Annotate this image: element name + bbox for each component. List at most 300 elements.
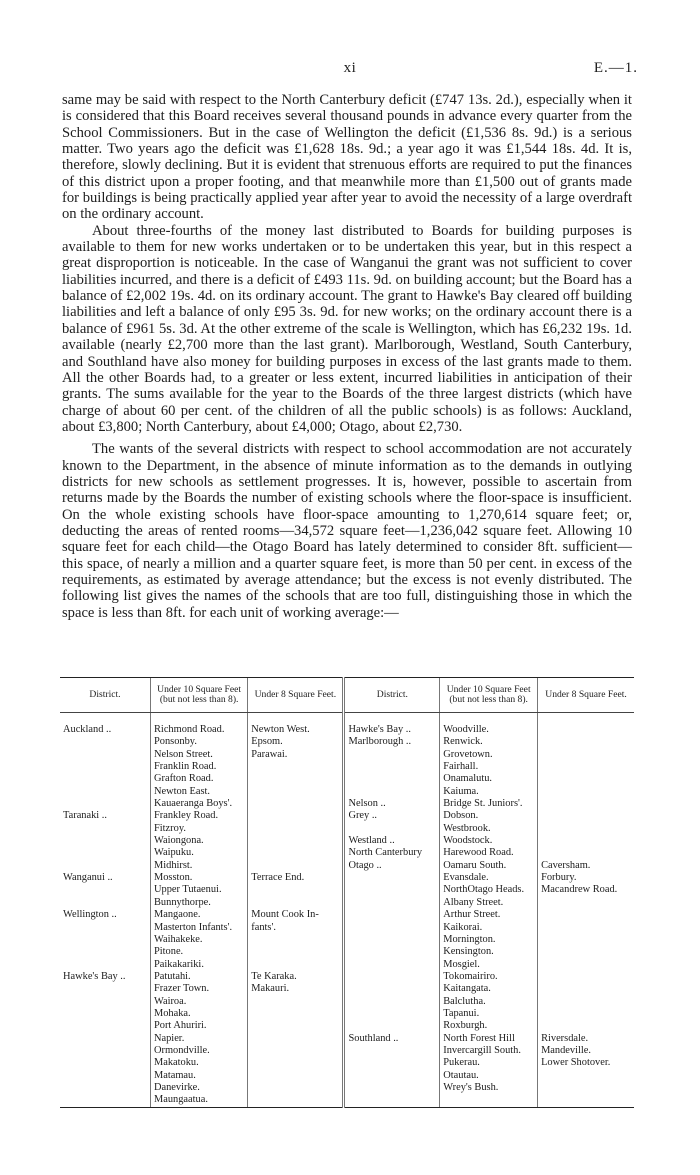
table-row <box>60 1020 634 1032</box>
cell-district <box>344 1057 440 1069</box>
cell-text: Albany Street. <box>443 896 504 908</box>
paragraph-1: same may be said with respect to the North Canterbury deficit (£747 13s. 2d.), especially when it is considered that this Board receives several thousand pounds in advance every quarter from the School Commissioners. But in the case of Wellington the deficit (£1,536 8s. 9d.) is a serious matter. Two years ago the deficit was £1,628 18s. 9d.; a year ago it was £1,544 18s. 4d. It is, therefore, slowly declining. But it is evident that strenuous efforts are required to put the finances of this district upon a proper footing, and that meanwhile more than £1,500 out of grants made for buildings is being practically applied year after year to avoid the necessity of a large overdraft on the ordinary account. <box>62 92 632 223</box>
cell-under-8 <box>538 835 634 847</box>
cell-text: Frankley Road. <box>154 810 219 822</box>
cell-district <box>60 860 151 872</box>
cell-text: Frazer Town. <box>154 983 210 995</box>
cell-under-8 <box>248 847 344 859</box>
cell-under-8 <box>248 983 344 995</box>
document-reference: E.—1. <box>593 60 638 76</box>
cell-under-8 <box>538 1020 634 1032</box>
cell-text: Te Karaka. <box>251 970 297 982</box>
table-row <box>60 884 634 896</box>
cell-under-10 <box>151 1082 248 1094</box>
cell-text: Otautau. <box>443 1069 479 1081</box>
cell-under-10 <box>440 786 538 798</box>
cell-text: Kaikorai. <box>443 921 483 933</box>
cell-text: Riversdale. <box>541 1032 589 1044</box>
cell-under-8 <box>248 749 344 761</box>
cell-text: Bunnythorpe. <box>154 896 211 908</box>
cell-under-10 <box>151 996 248 1008</box>
table-row <box>60 1082 634 1094</box>
cell-district <box>344 1082 440 1094</box>
cell-under-10 <box>151 835 248 847</box>
cell-district <box>60 909 151 921</box>
cell-district <box>60 996 151 1008</box>
cell-district <box>60 971 151 983</box>
cell-text: Waihakeke. <box>154 933 203 945</box>
cell-under-10 <box>440 897 538 909</box>
page-header <box>0 60 700 82</box>
cell-under-10 <box>440 860 538 872</box>
cell-text: Wrey's Bush. <box>443 1081 499 1093</box>
cell-under-8 <box>538 1070 634 1082</box>
cell-under-10 <box>151 959 248 971</box>
cell-under-10 <box>151 823 248 835</box>
cell-under-8 <box>538 860 634 872</box>
cell-under-10 <box>151 946 248 958</box>
cell-district <box>344 1020 440 1032</box>
cell-text: Wellington .. <box>63 909 117 921</box>
cell-text: Grafton Road. <box>154 773 214 785</box>
cell-district <box>60 1020 151 1032</box>
cell-text: Balclutha. <box>443 995 486 1007</box>
column-header-under-8: Under 8 Square Feet. <box>248 678 344 713</box>
cell-under-10 <box>151 749 248 761</box>
cell-district <box>344 1094 440 1107</box>
cell-text: Taranaki .. <box>63 810 107 822</box>
cell-under-10 <box>151 761 248 773</box>
cell-under-8 <box>248 922 344 934</box>
cell-under-10 <box>440 1057 538 1069</box>
cell-under-10 <box>151 884 248 896</box>
paragraph-2: About three-fourths of the money last distributed to Boards for building purposes is available to them for new works undertaken or to be undertaken this year, but in this respect a great disproportion is noticeable. In the case of Wanganui the grant was not sufficient to cover liabilities incurred, and there is a deficit of £493 11s. 9d. on building account; but the Board has a balance of £2,002 19s. 4d. on its ordinary account. The grant to Hawke's Bay cleared off building liabilities and left a balance of only £95 3s. 9d. for new works; on the ordinary account there is a balance of £961 5s. 3d. At the other extreme of the scale is Wellington, which has £6,232 19s. 1d. available (nearly £2,700 more than the last grant). Marlborough, Westland, South Canterbury, and Southland have also money for building purposes in excess of the last grants made to them. All the other Boards had, to a greater or less extent, incurred liabilities in anticipation of their grants. The sums available for the year to the Boards of the three largest districts (which have charge of about 60 per cent. of the children of all the public schools) is as follows: Auckland, about £3,800; North Canterbury, about £4,000; Otago, about £2,730. <box>62 222 632 435</box>
cell-under-10 <box>151 786 248 798</box>
cell-district <box>344 1033 440 1045</box>
cell-under-8 <box>248 959 344 971</box>
cell-under-8 <box>248 1070 344 1082</box>
cell-under-10 <box>151 1070 248 1082</box>
cell-text: Kaitangata. <box>443 983 491 995</box>
table-row <box>60 872 634 884</box>
cell-district <box>60 835 151 847</box>
cell-under-10 <box>440 1008 538 1020</box>
cell-district <box>60 872 151 884</box>
cell-under-8 <box>538 798 634 810</box>
cell-text: Renwick. <box>443 736 483 748</box>
cell-text: Arthur Street. <box>443 909 501 921</box>
cell-district <box>60 1094 151 1107</box>
cell-district <box>60 749 151 761</box>
cell-under-8 <box>538 1045 634 1057</box>
cell-text: Makatoku. <box>154 1057 199 1069</box>
cell-text: Pukerau. <box>443 1057 480 1069</box>
cell-district <box>344 810 440 822</box>
cell-district <box>344 909 440 921</box>
paragraph-3: The wants of the several districts with respect to school accommodation are not accurately known to the Department, in the absence of minute information as to the demands in outlying districts for new schools as settlement progresses. It is, however, possible to ascertain from returns made by the Boards the number of existing schools where the floor-space is insufficient. On the whole existing schools have floor-space amounting to 1,270,614 square feet; or, deducting the areas of rented rooms—34,572 square feet—1,236,042 square feet. Allowing 10 square feet for each child—the Otago Board has lately determined to consider 8ft. sufficient—this space, of nearly a million and a quarter square feet, is more than 50 per cent. in excess of the requirements, as estimated by average attendance; but the excess is not evenly distributed. The following list gives the names of the schools that are too full, distinguishing those in which the space is less than 8ft. for each unit of working average:— <box>62 441 632 621</box>
cell-under-10 <box>440 749 538 761</box>
cell-under-8 <box>538 1082 634 1094</box>
cell-under-8 <box>538 872 634 884</box>
table-row <box>60 786 634 798</box>
cell-text: Auckland .. <box>63 724 112 735</box>
cell-district <box>60 1045 151 1057</box>
page-number: xi <box>343 60 357 76</box>
cell-under-8 <box>248 909 344 921</box>
cell-under-10 <box>440 835 538 847</box>
cell-under-10 <box>440 934 538 946</box>
cell-text: Fitzroy. <box>154 822 186 834</box>
cell-under-10 <box>151 983 248 995</box>
cell-under-8 <box>538 847 634 859</box>
table-row <box>60 835 634 847</box>
cell-district <box>344 897 440 909</box>
cell-district <box>60 884 151 896</box>
cell-text: Franklin Road. <box>154 761 217 773</box>
cell-under-10 <box>440 996 538 1008</box>
cell-text: Napier. <box>154 1032 185 1044</box>
cell-under-8 <box>538 810 634 822</box>
cell-text: Upper Tutaenui. <box>154 884 222 896</box>
cell-district <box>344 847 440 859</box>
body-text <box>62 92 632 621</box>
cell-under-8 <box>538 897 634 909</box>
cell-text: Tokomairiro. <box>443 970 498 982</box>
table-row <box>60 1057 634 1069</box>
cell-text: Epsom. <box>251 736 283 748</box>
cell-text: Onamalutu. <box>443 773 493 785</box>
cell-text: North Forest Hill <box>443 1032 515 1044</box>
cell-under-10 <box>440 884 538 896</box>
cell-under-8 <box>248 1008 344 1020</box>
cell-under-10 <box>440 946 538 958</box>
cell-under-8 <box>248 872 344 884</box>
cell-under-10 <box>151 1033 248 1045</box>
table-row <box>60 773 634 785</box>
cell-under-10 <box>440 798 538 810</box>
cell-under-8 <box>538 934 634 946</box>
cell-under-8 <box>248 1045 344 1057</box>
cell-text: Marlborough .. <box>348 736 412 748</box>
cell-text: Woodville. <box>443 724 489 735</box>
column-header-district: District. <box>60 678 151 713</box>
cell-district <box>60 1057 151 1069</box>
cell-under-8 <box>538 773 634 785</box>
cell-district <box>344 884 440 896</box>
cell-district <box>344 860 440 872</box>
cell-under-10 <box>151 922 248 934</box>
cell-under-8 <box>248 996 344 1008</box>
table-row <box>60 934 634 946</box>
cell-text: Nelson .. <box>348 798 386 810</box>
cell-text: Port Ahuriri. <box>154 1020 207 1032</box>
cell-under-8 <box>248 946 344 958</box>
table-row <box>60 860 634 872</box>
cell-text: Maungaatua. <box>154 1094 208 1106</box>
cell-text: Oamaru South. <box>443 859 507 871</box>
cell-text: Roxburgh. <box>443 1020 488 1032</box>
cell-district <box>60 1008 151 1020</box>
cell-under-10 <box>440 761 538 773</box>
table-row <box>60 971 634 983</box>
cell-under-10 <box>151 934 248 946</box>
table-row <box>60 761 634 773</box>
cell-under-8 <box>538 1008 634 1020</box>
cell-under-10 <box>151 909 248 921</box>
cell-text: Westbrook. <box>443 822 491 834</box>
cell-under-8 <box>248 1082 344 1094</box>
cell-under-10 <box>440 909 538 921</box>
cell-text: Mosston. <box>154 872 193 884</box>
cell-under-8 <box>248 724 344 736</box>
cell-under-8 <box>538 983 634 995</box>
cell-text: Newton West. <box>251 724 310 735</box>
table-row <box>60 996 634 1008</box>
table-row <box>60 1033 634 1045</box>
cell-under-10 <box>151 847 248 859</box>
cell-text: Masterton Infants'. <box>154 921 233 933</box>
table-row <box>60 724 634 736</box>
cell-text: Mandeville. <box>541 1044 591 1056</box>
cell-text: Paikakariki. <box>154 958 204 970</box>
cell-under-8 <box>248 798 344 810</box>
cell-district <box>344 946 440 958</box>
cell-under-10 <box>440 810 538 822</box>
cell-text: Bridge St. Juniors'. <box>443 798 523 810</box>
table-row <box>60 798 634 810</box>
cell-text: Makauri. <box>251 983 290 995</box>
cell-under-8 <box>248 934 344 946</box>
cell-under-10 <box>440 983 538 995</box>
cell-district <box>60 934 151 946</box>
cell-under-8 <box>248 736 344 748</box>
cell-district <box>344 959 440 971</box>
cell-under-10 <box>151 1020 248 1032</box>
cell-under-8 <box>248 1094 344 1107</box>
cell-text: Danevirke. <box>154 1081 200 1093</box>
cell-district <box>60 761 151 773</box>
cell-under-10 <box>151 1008 248 1020</box>
overcrowded-schools-table <box>60 677 634 1108</box>
cell-under-10 <box>151 872 248 884</box>
table-row <box>60 749 634 761</box>
cell-text: Mangaone. <box>154 909 201 921</box>
cell-under-10 <box>151 1057 248 1069</box>
cell-text: Patutahi. <box>154 970 191 982</box>
cell-under-8 <box>538 1057 634 1069</box>
cell-under-8 <box>538 786 634 798</box>
cell-text: Forbury. <box>541 872 577 884</box>
cell-district <box>344 749 440 761</box>
cell-district <box>60 897 151 909</box>
cell-under-10 <box>440 1045 538 1057</box>
cell-under-10 <box>151 1094 248 1107</box>
cell-under-10 <box>151 736 248 748</box>
cell-under-10 <box>440 1082 538 1094</box>
cell-under-8 <box>248 761 344 773</box>
table-row <box>60 946 634 958</box>
cell-district <box>60 724 151 736</box>
cell-district <box>60 946 151 958</box>
cell-district <box>60 736 151 748</box>
cell-text: Mornington. <box>443 933 496 945</box>
cell-district <box>60 1070 151 1082</box>
cell-under-10 <box>151 1045 248 1057</box>
cell-text: Mosgiel. <box>443 958 480 970</box>
cell-text: Terrace End. <box>251 872 305 884</box>
cell-under-10 <box>440 736 538 748</box>
cell-under-8 <box>538 761 634 773</box>
cell-text: Ormondville. <box>154 1044 210 1056</box>
cell-text: Kensington. <box>443 946 494 958</box>
cell-under-8 <box>248 1033 344 1045</box>
cell-text: Midhirst. <box>154 859 193 871</box>
cell-district <box>344 835 440 847</box>
column-header-under-10: Under 10 Square Feet (but not less than 8). <box>151 678 248 713</box>
cell-text: Wairoa. <box>154 995 187 1007</box>
table-header-row <box>60 678 634 713</box>
cell-under-8 <box>538 1033 634 1045</box>
cell-under-8 <box>538 922 634 934</box>
cell-under-8 <box>538 946 634 958</box>
cell-district <box>60 983 151 995</box>
cell-under-8 <box>248 860 344 872</box>
cell-text: Mount Cook In- <box>251 909 319 921</box>
cell-text: Matamau. <box>154 1069 196 1081</box>
cell-text: Macandrew Road. <box>541 884 618 896</box>
cell-text: Evansdale. <box>443 872 489 884</box>
cell-under-8 <box>248 786 344 798</box>
cell-under-8 <box>538 971 634 983</box>
cell-under-10 <box>440 847 538 859</box>
cell-under-10 <box>151 773 248 785</box>
cell-district <box>60 1033 151 1045</box>
cell-district <box>344 823 440 835</box>
cell-under-8 <box>538 724 634 736</box>
cell-under-8 <box>538 736 634 748</box>
cell-district <box>344 736 440 748</box>
cell-district <box>60 959 151 971</box>
table-spacer-row <box>60 713 634 725</box>
cell-under-10 <box>440 959 538 971</box>
cell-under-8 <box>538 749 634 761</box>
cell-district <box>344 872 440 884</box>
cell-district <box>60 773 151 785</box>
cell-under-10 <box>151 860 248 872</box>
cell-under-10 <box>440 1020 538 1032</box>
cell-under-10 <box>151 971 248 983</box>
cell-district <box>60 798 151 810</box>
cell-district <box>344 922 440 934</box>
cell-text: Tapanui. <box>443 1007 480 1019</box>
cell-text: Hawke's Bay .. <box>63 970 126 982</box>
column-header-under-10: Under 10 Square Feet (but not less than 8). <box>440 678 538 713</box>
table-row <box>60 983 634 995</box>
cell-under-10 <box>440 773 538 785</box>
cell-text: fants'. <box>251 921 276 933</box>
cell-text: Pitone. <box>154 946 184 958</box>
table-row <box>60 1094 634 1107</box>
cell-text: Newton East. <box>154 785 210 797</box>
cell-under-10 <box>440 1070 538 1082</box>
cell-under-10 <box>440 1094 538 1107</box>
cell-district <box>344 773 440 785</box>
cell-text: Kauaeranga Boys'. <box>154 798 233 810</box>
cell-text: Westland .. <box>348 835 395 847</box>
cell-text: Dobson. <box>443 810 479 822</box>
cell-under-8 <box>538 823 634 835</box>
table-row <box>60 959 634 971</box>
cell-district <box>344 724 440 736</box>
cell-under-10 <box>151 810 248 822</box>
cell-text: Wanganui .. <box>63 872 113 884</box>
cell-under-8 <box>248 810 344 822</box>
cell-district <box>60 786 151 798</box>
table-row <box>60 922 634 934</box>
cell-under-8 <box>538 1094 634 1107</box>
cell-text: Fairhall. <box>443 761 479 773</box>
cell-text: Grovetown. <box>443 748 493 760</box>
cell-under-8 <box>248 971 344 983</box>
cell-district <box>344 786 440 798</box>
cell-text: Caversham. <box>541 859 591 871</box>
cell-text: Kaiuma. <box>443 785 479 797</box>
cell-district <box>344 1070 440 1082</box>
cell-district <box>344 1008 440 1020</box>
cell-district <box>60 922 151 934</box>
cell-text: Woodstock. <box>443 835 493 847</box>
table-row <box>60 847 634 859</box>
cell-text: Invercargill South. <box>443 1044 521 1056</box>
table-row <box>60 810 634 822</box>
column-header-under-8: Under 8 Square Feet. <box>538 678 634 713</box>
cell-under-8 <box>248 773 344 785</box>
cell-text: Otago .. <box>348 859 382 871</box>
cell-under-8 <box>538 909 634 921</box>
cell-text: Grey .. <box>348 810 378 822</box>
cell-district <box>344 996 440 1008</box>
cell-under-8 <box>248 897 344 909</box>
table-body <box>60 713 634 1108</box>
cell-district <box>344 798 440 810</box>
cell-district <box>60 847 151 859</box>
table-row <box>60 1045 634 1057</box>
table-row <box>60 897 634 909</box>
cell-text: Harewood Road. <box>443 847 514 859</box>
cell-under-8 <box>538 959 634 971</box>
cell-district <box>60 823 151 835</box>
column-header-district: District. <box>344 678 440 713</box>
cell-text: Southland .. <box>348 1032 399 1044</box>
cell-text: Lower Shotover. <box>541 1057 611 1069</box>
cell-district <box>344 983 440 995</box>
cell-under-8 <box>248 835 344 847</box>
cell-under-10 <box>440 724 538 736</box>
table-row <box>60 1070 634 1082</box>
cell-under-10 <box>440 1033 538 1045</box>
cell-under-10 <box>440 823 538 835</box>
cell-under-8 <box>248 823 344 835</box>
cell-under-10 <box>440 872 538 884</box>
cell-under-8 <box>248 1020 344 1032</box>
cell-under-10 <box>440 922 538 934</box>
cell-text: Mohaka. <box>154 1007 191 1019</box>
cell-text: Ponsonby. <box>154 736 197 748</box>
cell-district <box>344 971 440 983</box>
cell-district <box>344 761 440 773</box>
table-row <box>60 1008 634 1020</box>
cell-under-10 <box>151 798 248 810</box>
